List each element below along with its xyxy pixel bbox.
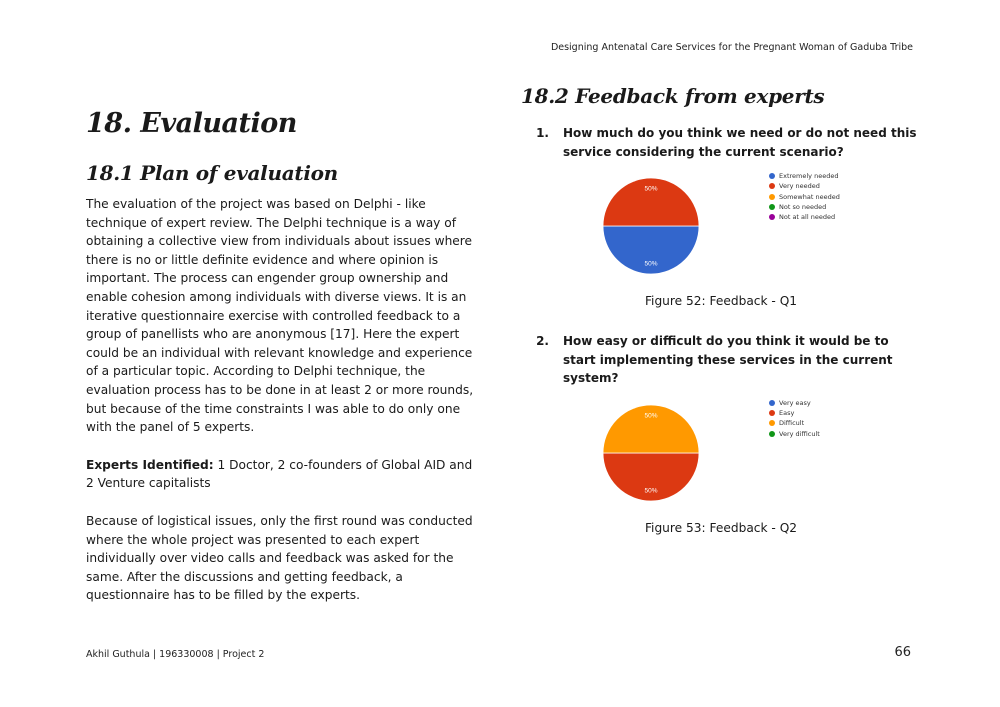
legend-label: Easy [779,409,795,418]
legend-swatch [769,194,775,200]
right-column [521,84,921,535]
pie-chart-q1 [521,169,921,284]
figure-caption: Figure 53: Feedback - Q2 [644,520,798,535]
pie-data-label: 50% [644,412,658,420]
legend-swatch [769,431,775,437]
legend-label: Extremely needed [779,172,839,181]
pie-chart-svg [521,169,761,284]
legend-swatch [769,214,775,220]
legend-label: Somewhat needed [779,192,840,201]
legend-item [769,171,840,181]
pie-chart-svg [521,396,761,511]
section-heading: 18. Evaluation [86,108,297,139]
legend-item [769,212,840,222]
legend-item [769,408,820,418]
feedback-heading: 18.2 Feedback from experts [521,84,825,108]
chart-legend [769,171,840,222]
legend-item [769,192,840,202]
legend-item [769,398,820,408]
question-number: 1. [536,126,549,140]
legend-swatch [769,420,775,426]
question-2 [521,332,921,388]
figure-caption: Figure 52: Feedback - Q1 [644,294,798,309]
legend-label: Not so needed [779,202,827,211]
legend-swatch [769,173,775,179]
legend-label: Very easy [779,399,811,408]
legend-label: Difficult [779,419,805,428]
legend-item [769,429,820,439]
running-header: Designing Antenatal Care Services for the Pregnant Woman of Gaduba Tribe [550,42,913,53]
question-1 [521,124,921,161]
pie-data-label: 50% [644,185,658,193]
legend-label: Very needed [779,182,820,191]
pie-data-label: 50% [644,260,658,268]
paragraph-logistics: Because of logistical issues, only the first round was conducted where the whole project was presented to each expert individually over video calls and feedback was asked for the same. After the discussions and getting feedback, a questionnaire has to be filled by the experts. [86,513,473,603]
legend-item [769,181,840,191]
footer-author: Akhil Guthula | 196330008 | Project 2 [86,649,265,660]
pie-data-label: 50% [644,487,658,495]
legend-item [769,202,840,212]
legend-swatch [769,204,775,210]
question-number: 2. [536,334,549,349]
pie-chart-q2 [521,396,921,511]
subsection-heading: 18.1 Plan of evaluation [86,161,338,185]
chart-legend [769,398,820,439]
page-number: 66 [894,645,911,660]
legend-label: Very difficult [779,429,820,438]
left-column [86,100,481,605]
legend-swatch [769,400,775,406]
paragraph-delphi: The evaluation of the project was based on Delphi - like technique of expert review. The Delphi technique is a way of obtaining a collective view from individuals about issues where there is no or little definite evidence and where opinion is important. The process can engender group ownership and enable cohesion among individuals with diverse views. It is an iterative questionnaire exercise with controlled feedback to a group of panellists who are anonymous [17]. Here the expert could be an individual with relevant knowledge and experience of a particular topic. According to Delphi technique, the evaluation process has to be done in at least 2 or more rounds, but because of the time constraints I was able to do only one with the panel of 5 experts. [86,197,474,435]
legend-swatch [769,410,775,416]
question-text: How easy or difficult do you think it would be to start implementing these services in the current system? [563,334,893,386]
experts-label: Experts Identified: [86,457,214,472]
legend-swatch [769,183,775,189]
legend-item [769,418,820,428]
question-text: How much do you think we need or do not need this service considering the current scenario? [563,126,917,159]
experts-text: 1 Doctor, 2 co-founders of Global AID and 2 Venture capitalists [86,457,473,491]
paragraph-experts [86,456,481,493]
legend-label: Not at all needed [779,213,836,222]
